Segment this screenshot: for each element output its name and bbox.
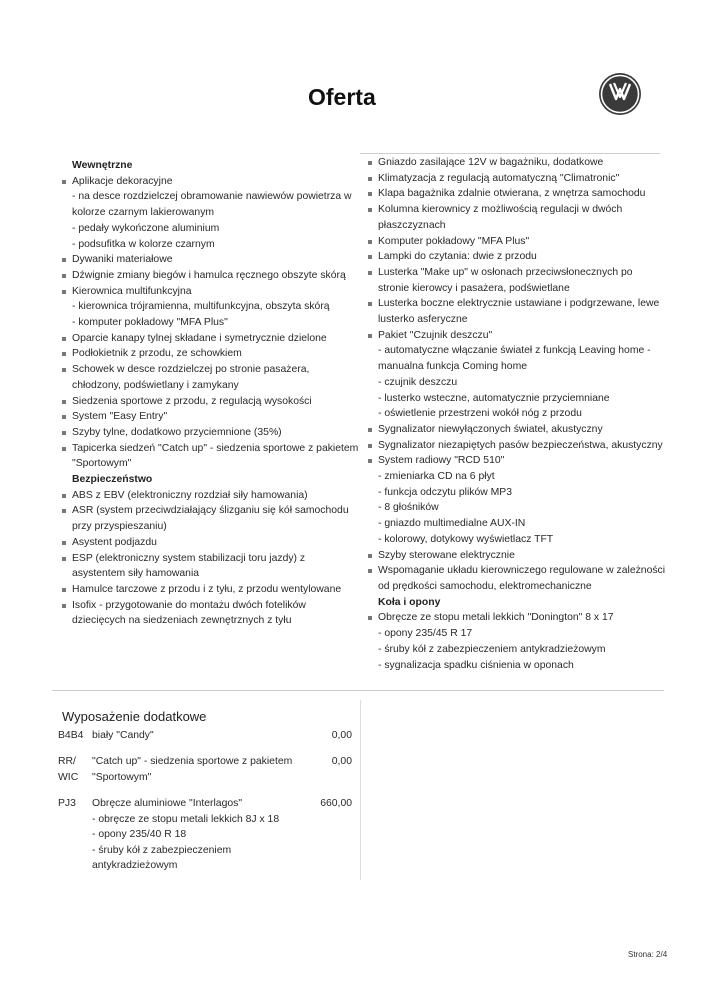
option-description-line: Obręcze aluminiowe "Interlagos" [92,798,243,809]
equipment-item: - gniazdo multimedialne AUX-IN [378,518,526,530]
equipment-item: Lusterka "Make up" w osłonach przeciwsłonecznych po [368,265,668,281]
section-divider [52,690,664,691]
equipment-left-column [62,158,359,629]
equipment-item: Isofix - przygotowanie do montażu dwóch fotelików [62,598,354,614]
equipment-item: Dźwignie zmiany biegów i hamulca ręcznego obszyte skórą [62,268,354,284]
equipment-item: płaszczyznach [378,219,446,231]
option-code: RR/ WIC [58,756,79,783]
equipment-item: - kierownica trójramienna, multifunkcyjna, obszyta skórą [72,301,330,313]
option-price: 0,00 [331,756,352,767]
option-description [92,728,352,744]
equipment-item: Lampki do czytania: dwie z przodu [368,249,668,265]
option-row [58,796,352,874]
equipment-item: Szyby sterowane elektrycznie [368,548,668,564]
option-price: 660,00 [320,798,352,809]
equipment-item: - oświetlenie przestrzeni wokół nóg z przodu [378,408,582,420]
equipment-item: "Sportowym" [72,458,132,470]
equipment-item: asystentem siły hamowania [72,568,200,580]
equipment-item: Pakiet "Czujnik deszczu" [368,328,668,344]
equipment-item: - czujnik deszczu [378,376,458,388]
section-heading: Koła i opony [378,596,441,608]
equipment-item: - sygnalizacja spadku ciśnienia w oponach [378,659,574,671]
equipment-item: - 8 głośników [378,502,439,514]
equipment-item: przy przyspieszaniu) [72,521,167,533]
equipment-item: - pedały wykończone aluminium [72,222,220,234]
equipment-item: Kolumna kierownicy z możliwością regulacji w dwóch [368,202,668,218]
equipment-item: - podsufitka w kolorze czarnym [72,238,215,250]
equipment-item: Gniazdo zasilające 12V w bagażniku, dodatkowe [368,155,668,171]
equipment-item: - opony 235/45 R 17 [378,628,473,640]
option-description [92,796,352,874]
equipment-item: Wspomaganie układu kierowniczego regulowane w zależności [368,563,668,579]
equipment-item: ESP (elektroniczny system stabilizacji toru jazdy) z [62,551,354,567]
equipment-item: Oparcie kanapy tylnej składane i symetrycznie dzielone [62,331,354,347]
equipment-item: Hamulce tarczowe z przodu i z tyłu, z przodu wentylowane [62,582,354,598]
option-price: 0,00 [331,730,352,741]
equipment-item: Sygnalizator niezapiętych pasów bezpieczeństwa, akustyczny [368,438,668,454]
option-description-line: - śruby kół z zabezpieczeniem [92,844,232,856]
option-description-line: "Catch up" - siedzenia sportowe z pakietem [92,756,293,767]
options-title: Wyposażenie dodatkowe [62,709,207,724]
equipment-item: - funkcja odczytu plików MP3 [378,486,512,498]
equipment-item: manualna funkcja Coming home [378,361,528,373]
option-description-line: antykradzieżowym [92,860,178,872]
option-code: B4B4 [58,730,84,741]
equipment-item: Schowek w desce rozdzielczej po stronie pasażera, [62,362,354,378]
option-row [58,754,352,785]
equipment-item: Obręcze ze stopu metali lekkich "Donington" 8 x 17 [368,610,668,626]
vw-logo-icon [598,72,642,116]
equipment-item: chłodzony, podświetlany i zamykany [72,379,239,391]
equipment-item: - automatyczne włączanie świateł z funkcją Leaving home - [378,345,651,357]
equipment-item: Komputer pokładowy "MFA Plus" [368,234,668,250]
option-description-line: - opony 235/40 R 18 [92,829,187,841]
section-heading: Bezpieczeństwo [72,474,153,486]
page-title: Oferta [308,84,376,110]
equipment-item: - zmieniarka CD na 6 płyt [378,471,495,483]
option-code: PJ3 [58,798,76,809]
equipment-item: Szyby tylne, dodatkowo przyciemnione (35%) [62,425,354,441]
section-heading: Wewnętrzne [72,160,133,171]
equipment-item: Aplikacje dekoracyjne [62,174,354,190]
equipment-item: Tapicerka siedzeń "Catch up" - siedzenia sportowe z pakietem [62,441,354,457]
equipment-item: kolorze czarnym lakierowanym [72,207,215,219]
equipment-item: Siedzenia sportowe z przodu, z regulacją wysokości [62,394,354,410]
equipment-right-column [368,155,668,673]
equipment-item: - lusterko wsteczne, automatycznie przyciemniane [378,392,610,404]
option-description-line: - obręcze ze stopu metali lekkich 8J x 18 [92,813,280,825]
page-number: Strona: 2/4 [628,950,668,959]
equipment-item: stronie kierowcy i pasażera, podświetlane [378,282,570,294]
options-column-divider [360,700,361,880]
equipment-item: Klimatyzacja z regulacją automatyczną "Climatronic" [368,171,668,187]
equipment-item: Klapa bagażnika zdalnie otwierana, z wnętrza samochodu [368,186,668,202]
equipment-item: Lusterka boczne elektrycznie ustawiane i podgrzewane, lewe [368,296,668,312]
equipment-item: dziecięcych na siedzeniach zewnętrznych z tyłu [72,615,292,627]
equipment-item: Asystent podjazdu [62,535,354,551]
option-description-line: "Sportowym" [92,771,152,783]
equipment-item: System radiowy "RCD 510" [368,453,668,469]
equipment-item: - na desce rozdzielczej obramowanie nawiewów powietrza w [72,191,352,203]
equipment-item: Sygnalizator niewyłączonych świateł, akustyczny [368,422,668,438]
option-description [92,754,352,785]
equipment-item: System "Easy Entry" [62,409,354,425]
equipment-item: od prędkości samochodu, elektromechaniczne [378,580,592,592]
equipment-item: ASR (system przeciwdziałający ślizganiu się kół samochodu [62,503,354,519]
equipment-item: Kierownica multifunkcyjna [62,284,354,300]
equipment-item: Podłokietnik z przodu, ze schowkiem [62,346,354,362]
equipment-item: Dywaniki materiałowe [62,252,354,268]
equipment-item: ABS z EBV (elektroniczny rozdział siły hamowania) [62,488,354,504]
equipment-item: - śruby kół z zabezpieczeniem antykradzieżowym [378,643,606,655]
option-row [58,728,352,744]
top-divider [360,153,660,154]
equipment-item: lusterko asferyczne [378,314,468,326]
option-description-line: biały "Candy" [92,730,154,741]
equipment-item: - kolorowy, dotykowy wyświetlacz TFT [378,533,554,545]
equipment-item: - komputer pokładowy "MFA Plus" [72,317,228,329]
